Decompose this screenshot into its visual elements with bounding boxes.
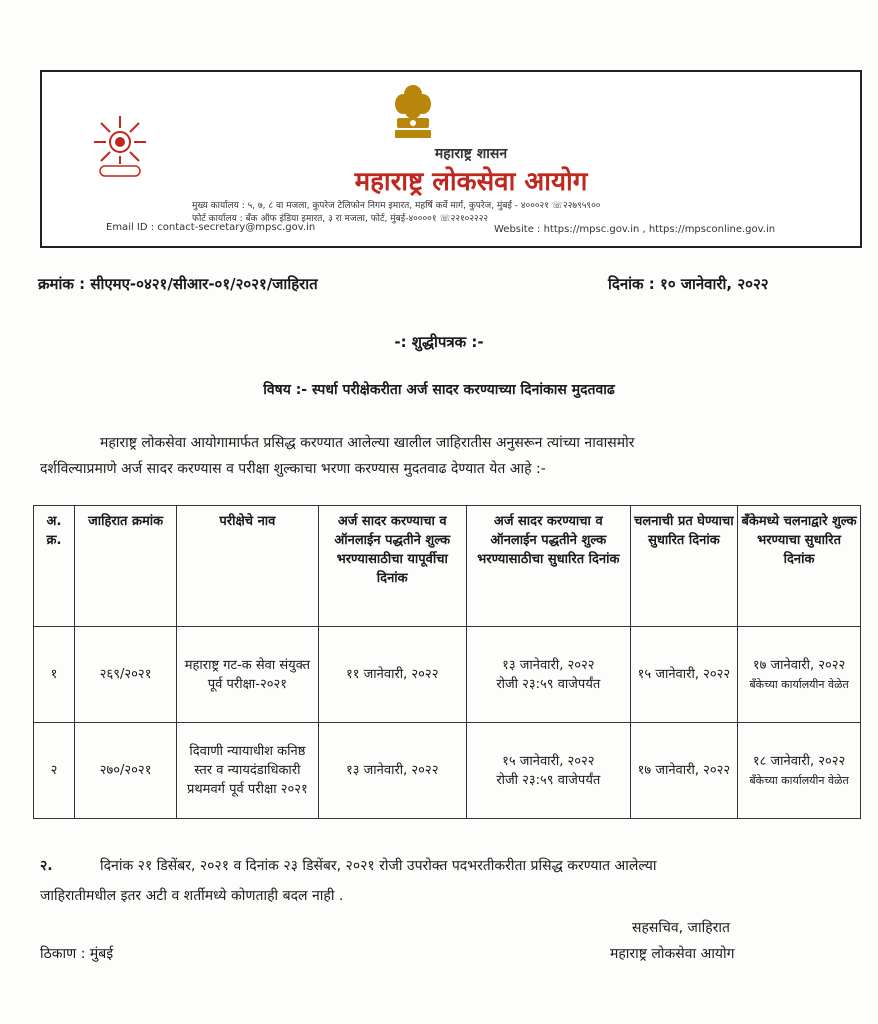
letterhead — [40, 70, 862, 248]
website-links[interactable]: Website : https://mpsc.gov.in , https://mpsconline.gov.in — [494, 224, 776, 235]
subject-line: विषय :- स्पर्धा परीक्षेकरीता अर्ज सादर करण्याच्या दिनांकास मुदतवाढ — [263, 382, 615, 398]
column-header: परीक्षेचे नाव — [177, 506, 318, 627]
revised-time: रोजी २३:५९ वाजेपर्यंत — [496, 676, 601, 692]
extension-dates-table — [33, 505, 861, 819]
signatory-designation: सहसचिव, जाहिरात — [632, 920, 730, 936]
challan-date: १५ जानेवारी, २०२२ — [630, 627, 737, 723]
intro-paragraph-line-1: महाराष्ट्र लोकसेवा आयोगामार्फत प्रसिद्ध करण्यात आलेल्या खालील जाहिरातीस अनुसरून त्यांच्या नावासमोर — [100, 435, 635, 451]
bank-date-cell — [738, 723, 861, 819]
column-header: अर्ज सादर करण्याचा व ऑनलाईन पद्धतीने शुल्क भरण्यासाठीचा यापूर्वीचा दिनांक — [318, 506, 466, 627]
advertisement-number: २६९/२०२१ — [74, 627, 176, 723]
serial-number: १ — [34, 627, 75, 723]
point-2-number: २. — [40, 858, 53, 874]
exam-name: दिवाणी न्यायाधीश कनिष्ठ स्तर व न्यायदंडाधिकारी प्रथमवर्ग पूर्व परीक्षा २०२१ — [177, 723, 318, 819]
column-header: जाहिरात क्रमांक — [74, 506, 176, 627]
column-header: बँकेमध्ये चलनाद्वारे शुल्क भरण्याचा सुधारित दिनांक — [738, 506, 861, 627]
bank-date: १७ जानेवारी, २०२२ — [752, 657, 846, 673]
intro-paragraph-line-2: दर्शविल्याप्रमाणे अर्ज सादर करण्यास व परीक्षा शुल्काचा भरणा करण्यास मुदतवाढ देण्यात येत आहे :- — [40, 461, 546, 477]
bank-date: १८ जानेवारी, २०२२ — [752, 753, 846, 769]
point-2-line-2: जाहिरातीमधील इतर अटी व शर्तीमध्ये कोणताही बदल नाही . — [40, 888, 344, 904]
revised-date-cell — [466, 723, 630, 819]
point-2-line-1: दिनांक २१ डिसेंबर, २०२१ व दिनांक २३ डिसेंबर, २०२१ रोजी उपरोक्त पदभरतीकरीता प्रसिद्ध करण्यात आलेल्या — [100, 858, 657, 874]
reference-number: क्रमांक : सीएमए-०४२१/सीआर-०१/२०२१/जाहिरात — [38, 275, 318, 293]
government-name: महाराष्ट्र शासन — [434, 146, 508, 162]
state-emblem-icon — [390, 82, 436, 144]
reference-date: दिनांक : १० जानेवारी, २०२२ — [608, 275, 769, 293]
serial-number: २ — [34, 723, 75, 819]
table-header-row — [34, 506, 861, 627]
previous-date: ११ जानेवारी, २०२२ — [318, 627, 466, 723]
column-header: अ. क्र. — [34, 506, 75, 627]
document-title: -: शुद्धीपत्रक :- — [394, 333, 484, 351]
revised-date-cell — [466, 627, 630, 723]
revised-date: १३ जानेवारी, २०२२ — [502, 657, 595, 673]
previous-date: १३ जानेवारी, २०२२ — [318, 723, 466, 819]
column-header: अर्ज सादर करण्याचा व ऑनलाईन पद्धतीने शुल्क भरण्यासाठीचा सुधारित दिनांक — [466, 506, 630, 627]
table-row — [34, 723, 861, 819]
revised-date: १५ जानेवारी, २०२२ — [502, 753, 595, 769]
challan-date: १७ जानेवारी, २०२२ — [630, 723, 737, 819]
bank-hours-note: बँकेच्या कार्यालयीन वेळेत — [749, 773, 849, 787]
revised-time: रोजी २३:५९ वाजेपर्यंत — [496, 772, 601, 788]
advertisement-number: २७०/२०२१ — [74, 723, 176, 819]
bank-date-cell — [738, 627, 861, 723]
place: ठिकाण : मुंबई — [40, 946, 114, 962]
bank-hours-note: बँकेच्या कार्यालयीन वेळेत — [749, 677, 849, 691]
email-id[interactable]: Email ID : contact-secretary@mpsc.gov.in — [106, 222, 316, 233]
signatory-office: महाराष्ट्र लोकसेवा आयोग — [610, 946, 735, 962]
fort-office-address: फोर्ट कार्यालय : बँक ऑफ इंडिया इमारत, ३ रा मजला, फोर्ट, मुंबई-४००००१ ☏२२१०२२२२ — [192, 214, 489, 224]
main-office-address: मुख्य कार्यालय : ५, ७, ८ वा मजला, कुपरेज टेलिफोन निगम इमारत, महर्षि कर्वे मार्ग, कुपरेज, मुंबई - ४०००२१ ☏२२७९५९०० — [192, 201, 601, 211]
commission-name: महाराष्ट्र लोकसेवा आयोग — [354, 167, 588, 197]
exam-name: महाराष्ट्र गट-क सेवा संयुक्त पूर्व परीक्षा-२०२१ — [177, 627, 318, 723]
column-header: चलनाची प्रत घेण्याचा सुधारित दिनांक — [630, 506, 737, 627]
table-row — [34, 627, 861, 723]
